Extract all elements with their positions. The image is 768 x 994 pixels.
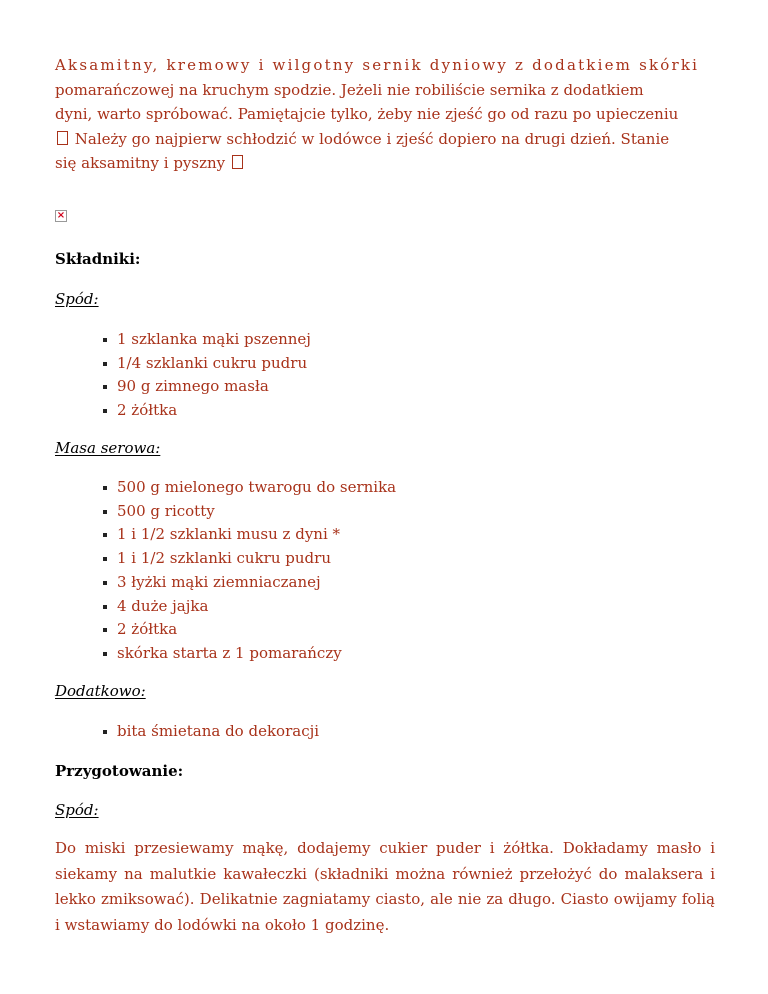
list-item: 4 duże jajka: [103, 595, 396, 619]
list-item: 2 żółtka: [103, 399, 311, 423]
list-item: bita śmietana do dekoracji: [103, 720, 319, 744]
intro-line-2: pomarańczowej na kruchym spodzie. Jeżeli nie robiliście sernika z dodatkiem: [55, 80, 644, 99]
cheese-mass-list: [103, 476, 396, 666]
list-item: 2 żółtka: [103, 618, 396, 642]
list-item: 1/4 szklanki cukru pudru: [103, 352, 311, 376]
list-item: 500 g mielonego twarogu do sernika: [103, 476, 396, 500]
ingredients-heading: Składniki:: [55, 250, 141, 268]
list-item: 1 i 1/2 szklanki cukru pudru: [103, 547, 396, 571]
intro-line-3: dyni, warto spróbować. Pamiętajcie tylko, żeby nie zjeść go od razu po upieczeniu: [55, 105, 679, 123]
base-subheading: Spód:: [55, 290, 99, 308]
list-item: 90 g zimnego masła: [103, 375, 311, 399]
preparation-base-paragraph: Do miski przesiewamy mąkę, dodajemy cukier puder i żółtka. Dokładamy masło i siekamy na malutkie kawałeczki (składniki można również przełożyć do malaksera i lekko zmiksować). Delikatnie zagniatamy ciasto, ale nie za długo. Ciasto owijamy folią i wstawiamy do lodówki na około 1 godzinę.: [55, 839, 715, 934]
list-item: 3 łyżki mąki ziemniaczanej: [103, 571, 396, 595]
intro-paragraph: [55, 53, 715, 176]
list-item: 1 szklanka mąki pszennej: [103, 328, 311, 352]
cheese-mass-subheading: Masa serowa:: [55, 439, 161, 457]
extras-list: [103, 720, 319, 744]
preparation-base-subheading: Spód:: [55, 801, 99, 819]
list-item: 1 i 1/2 szklanki musu z dyni *: [103, 523, 396, 547]
emoji-placeholder-icon: [57, 131, 68, 145]
list-item: skórka starta z 1 pomarańczy: [103, 642, 396, 666]
intro-line-5: się aksamitny i pyszny: [55, 154, 226, 172]
intro-line-4: Należy go najpierw schłodzić w lodówce i zjeść dopiero na drugi dzień. Stanie: [74, 129, 670, 148]
list-item: 500 g ricotty: [103, 500, 396, 524]
base-ingredients-list: [103, 328, 311, 423]
broken-image-icon[interactable]: [55, 210, 67, 222]
broken-image-glyph: ×: [56, 210, 66, 221]
emoji-placeholder-icon: [232, 155, 243, 169]
extras-subheading: Dodatkowo:: [55, 682, 146, 700]
preparation-heading: Przygotowanie:: [55, 762, 184, 780]
intro-line-1: Aksamitny, kremowy i wilgotny sernik dyniowy z dodatkiem skórki: [55, 56, 700, 74]
